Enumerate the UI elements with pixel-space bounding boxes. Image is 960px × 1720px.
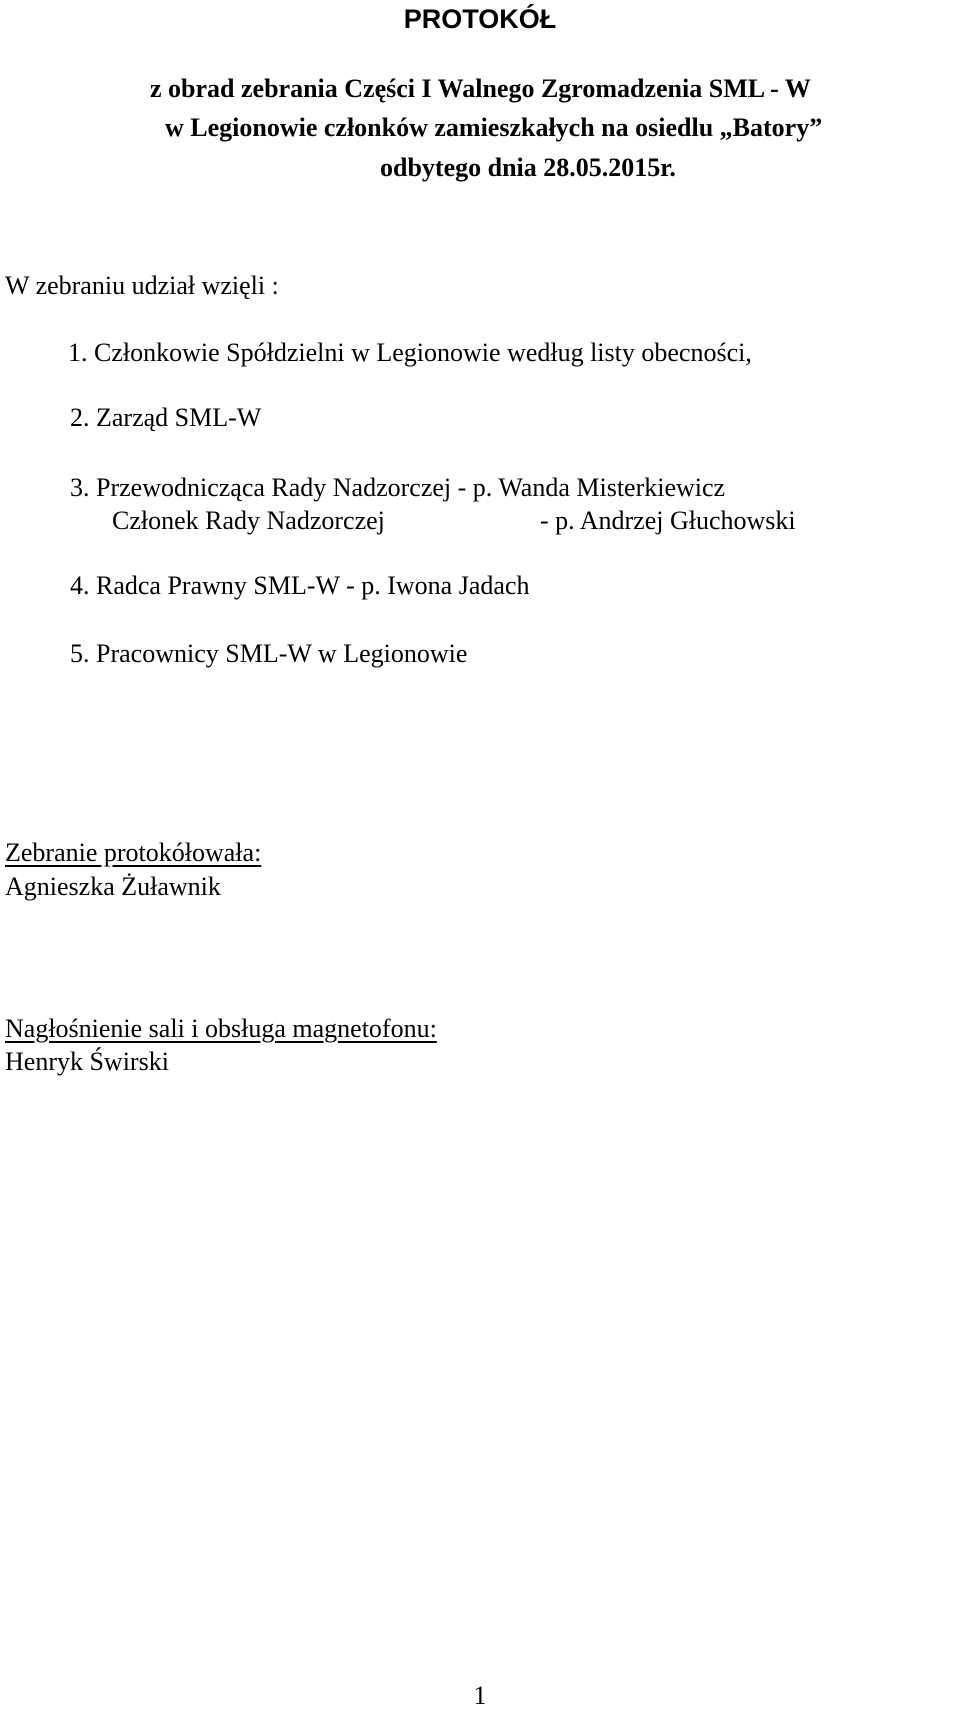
subtitle-line-1: z obrad zebrania Części I Walnego Zgromadzenia SML - W (150, 74, 811, 103)
attendee-item: 4. Radca Prawny SML-W - p. Iwona Jadach (70, 571, 530, 600)
attendee-item: 2. Zarząd SML-W (70, 403, 262, 432)
attendee-item: 1. Członkowie Spółdzielni w Legionowie według listy obecności, (68, 338, 752, 367)
attendee-item: 3. Przewodnicząca Rady Nadzorczej - p. Wanda Misterkiewicz (70, 473, 726, 502)
subtitle-line-3: odbytego dnia 28.05.2015r. (380, 153, 676, 182)
attendee-item-left: Członek Rady Nadzorczej (112, 506, 385, 535)
subtitle-line-2: w Legionowie członków zamieszkałych na osiedlu „Batory” (165, 113, 823, 142)
recorder-name: Agnieszka Żuławnik (5, 872, 221, 901)
document-title: PROTOKÓŁ (403, 4, 557, 34)
attendees-heading: W zebraniu udział wzięli : (5, 271, 279, 300)
sound-label: Nagłośnienie sali i obsługa magnetofonu: (5, 1014, 437, 1043)
recorder-label: Zebranie protokółowała: (5, 838, 262, 867)
page-number: 1 (473, 1681, 487, 1710)
attendee-item-right: - p. Andrzej Głuchowski (540, 506, 796, 535)
sound-operator-name: Henryk Świrski (5, 1047, 169, 1076)
attendee-item: 5. Pracownicy SML-W w Legionowie (70, 639, 468, 668)
